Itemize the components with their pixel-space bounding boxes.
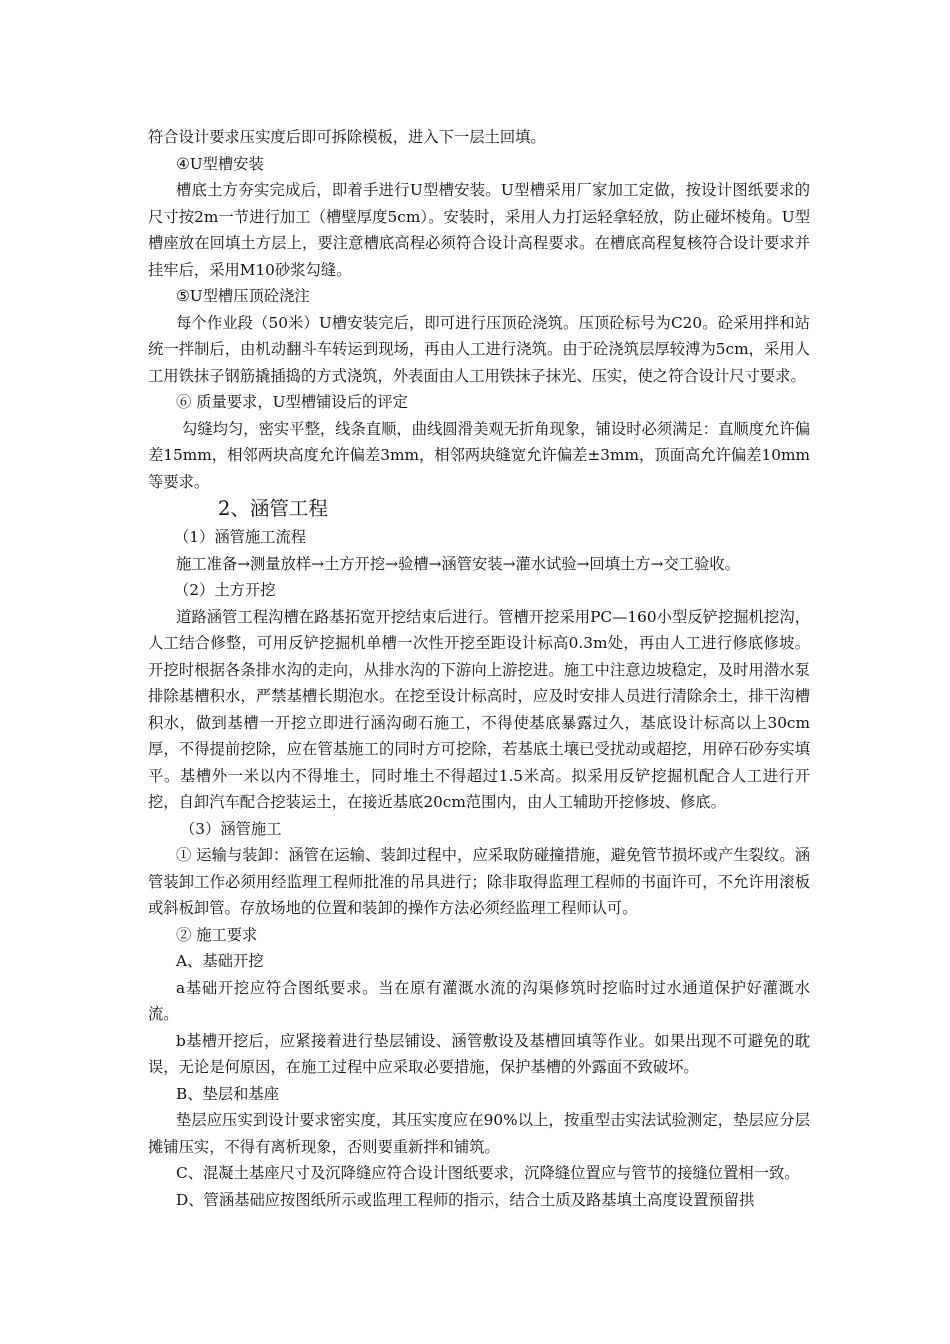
paragraph-u-trough-install: 槽底土方夯实完成后，即着手进行U型槽安装。U型槽采用厂家加工定做，按设计图纸要求的尺寸按2m一节进行加工（槽壁厚度5cm）。安装时，采用人力打运轻拿轻放，防止碰坏棱角。U型槽座放在回填土方层上，要注意槽底高程必须符合设计高程要求。在槽底高程复核符合设计要求并挂牢后，采用M10砂浆勾缝。 (148, 181, 810, 279)
paragraph-cushion-base: 垫层应压实到设计要求密实度，其压实度应在90%以上，按重型击实法试验测定，垫层应分层摊铺压实，不得有离析现象，否则要重新拌和铺筑。 (148, 1111, 810, 1156)
subheading-earthwork: （2）土方开挖 (174, 581, 276, 599)
paragraph-excavation-b: b基槽开挖后，应紧接着进行垫层铺设、涵管敷设及基槽回填等作业。如果出现不可避免的耽误，无论是何原因，在施工过程中应采取必要措施，保护基槽的外露面不致破坏。 (148, 1031, 810, 1076)
item-heading-quality: ⑥ 质量要求，U型槽铺设后的评定 (176, 393, 408, 411)
item-heading-construction-requirements: ② 施工要求 (176, 925, 258, 944)
paragraph-culvert-foundation: D、管涵基础应按图纸所示或监理工程师的指示，结合土质及路基填土高度设置预留拱 (176, 1190, 755, 1209)
paragraph-coping-pour: 每个作业段（50米）U槽安装完后，即可进行压顶砼浇筑。压顶砼标号为C20。砼采用拌和站统一拌制后，由机动翻斗车转运到现场，再由人工进行浇筑。由于砼浇筑层厚较溥为5cm，采用人工用铁抹子钢筋撬插捣的方式浇筑，外表面由人工用铁抹子抹光、压实，使之符合设计尺寸要求。 (148, 313, 810, 385)
paragraph-culvert-flow: 施工准备→测量放样→土方开挖→验槽→涵管安装→灌水试验→回填土方→交工验收。 (176, 554, 740, 573)
paragraph-continuation: 符合设计要求压实度后即可拆除模板，进入下一层土回填。 (148, 128, 546, 146)
paragraph-transport-loading: ① 运输与装卸：涵管在运输、装卸过程中，应采取防碰撞措施，避免管节损坏或产生裂纹。涵管装卸工作必须用经监理工程师批准的吊具进行；除非取得监理工程师的书面许可，不允许用滚板或斜板卸管。存放场地的位置和装卸的操作方法必须经监理工程师认可。 (148, 846, 810, 917)
item-heading-u-trough-install: ④U型槽安装 (176, 154, 264, 173)
item-heading-foundation-excavation: A、基础开挖 (176, 952, 264, 970)
paragraph-excavation-a: a基础开挖应符合图纸要求。当在原有灌溉水流的沟渠修筑时挖临时过水通道保护好灌溉水流。 (148, 978, 810, 1023)
section-heading-culvert: 2、涵管工程 (218, 497, 328, 520)
document-page (148, 124, 810, 1213)
item-heading-cushion-base: B、垫层和基座 (176, 1084, 280, 1103)
subheading-culvert-flow: （1）涵管施工流程 (174, 528, 307, 546)
paragraph-quality: 勾缝均匀，密实平整，线条直顺，曲线圆滑美观无折角现象，铺设时必须满足：直顺度允许偏差15mm，相邻两块高度允许偏差3mm，相邻两块缝宽允许偏差±3mm，顶面高允许偏差10mm等要求。 (148, 419, 810, 491)
paragraph-concrete-base: C、混凝土基座尺寸及沉降缝应符合设计图纸要求，沉降缝位置应与管节的接缝位置相一致。 (176, 1164, 800, 1182)
paragraph-earthwork: 道路涵管工程沟槽在路基拓宽开挖结束后进行。管槽开挖采用PC—160小型反铲挖掘机挖沟，人工结合修整，可用反铲挖掘机单槽一次性开挖至距设计标高0.3m处，再由人工进行修底修坡。开挖时根据各条排水沟的走向，从排水沟的下游向上游挖进。施工中注意边坡稳定，及时用潜水泵排除基槽积水，严禁基槽长期泡水。在挖至设计标高时，应及时安排人员进行清除余土，排干沟槽积水，做到基槽一开挖立即进行涵沟砌石施工，不得使基底暴露过久，基底设计标高以上30cm厚，不得提前挖除，应在管基施工的同时方可挖除，若基底土壤已受扰动或超挖，用碎石砂夯实填平。基槽外一米以内不得堆土，同时堆土不得超过1.5米高。拟采用反铲挖掘机配合人工进行开挖，自卸汽车配合挖装运土，在接近基底20cm范围内，由人工辅助开挖修坡、修底。 (148, 607, 810, 811)
item-heading-coping-pour: ⑤U型槽压顶砼浇注 (176, 287, 310, 305)
subheading-culvert-construction: （3）涵管施工 (180, 819, 282, 838)
